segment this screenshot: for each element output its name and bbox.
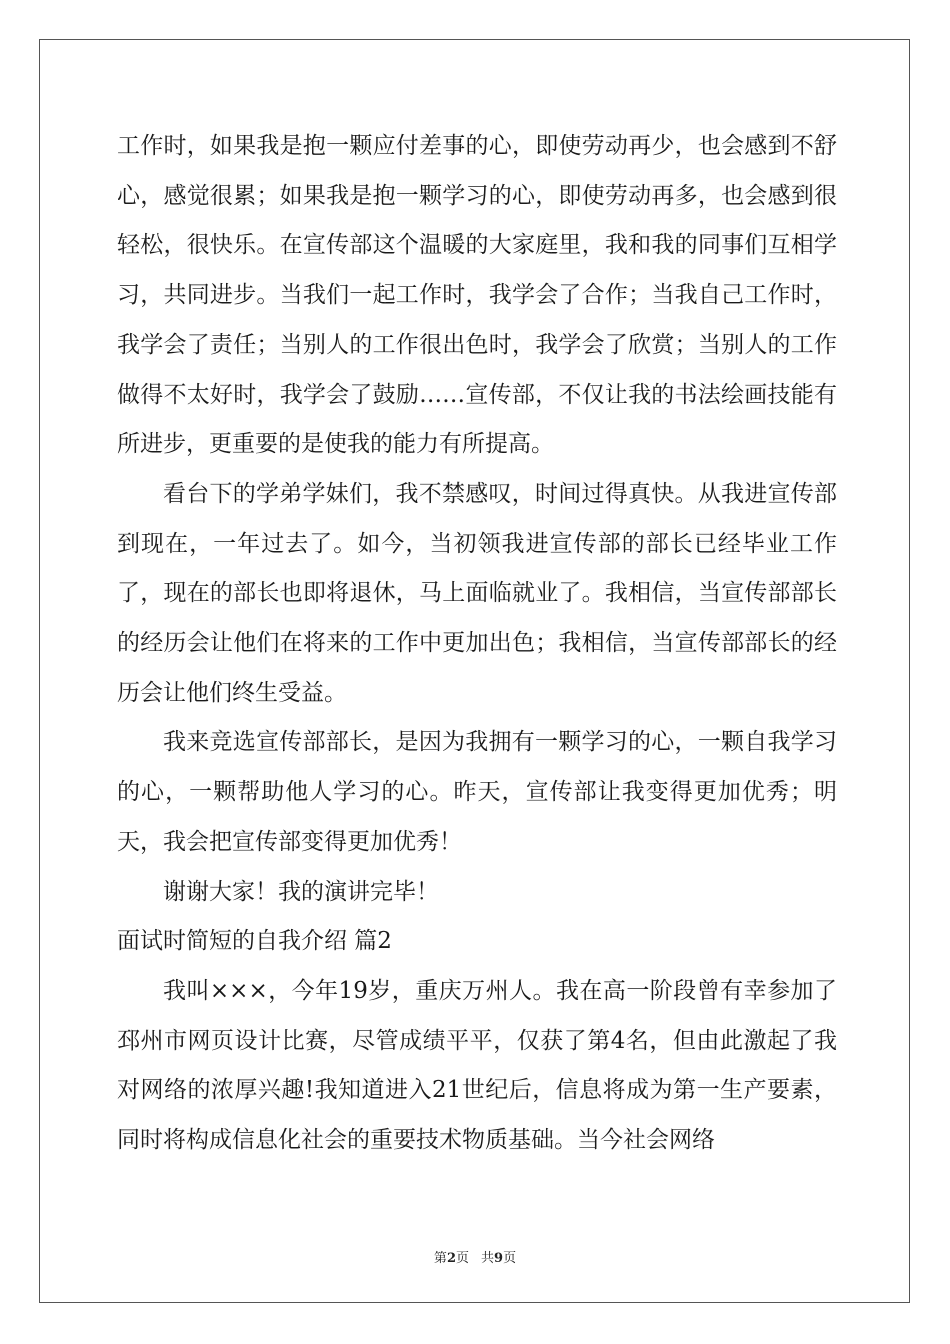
current-page-number: 2 — [446, 1251, 456, 1266]
paragraph: 我叫×××，今年19岁，重庆万州人。我在高一阶段曾有幸参加了邳州市网页设计比赛，尽管成绩平平，仅获了第4名，但由此激起了我对网络的浓厚兴趣!我知道进入21世纪后，信息将成为第一生产要素，同时将构成信息化社会的重要技术物质基础。当今社会网络 — [117, 977, 837, 1154]
page-suffix: 页 — [455, 1251, 469, 1266]
total-prefix: 共 — [481, 1251, 495, 1266]
paragraph: 我来竞选宣传部部长，是因为我拥有一颗学习的心，一颗自我学习的心，一颗帮助他人学习的心。昨天，宣传部让我变得更加优秀；明天，我会把宣传部变得更加优秀！ — [117, 729, 837, 855]
document-body — [117, 122, 837, 1166]
section-heading: 面试时简短的自我介绍 篇2 — [117, 928, 392, 955]
total-suffix: 页 — [503, 1251, 517, 1266]
total-page-count: 9 — [494, 1251, 504, 1266]
paragraph: 看台下的学弟学妹们，我不禁感叹，时间过得真快。从我进宣传部到现在，一年过去了。如今，当初领我进宣传部的部长已经毕业工作了，现在的部长也即将退休，马上面临就业了。我相信，当宣传部部长的经历会让他们在将来的工作中更加出色；我相信，当宣传部部长的经历会让他们终生受益。 — [117, 480, 837, 706]
page-prefix: 第 — [433, 1251, 447, 1266]
paragraph-continued: 工作时，如果我是抱一颗应付差事的心，即使劳动再少，也会感到不舒心，感觉很累；如果我是抱一颗学习的心，即使劳动再多，也会感到很轻松，很快乐。在宣传部这个温暖的大家庭里，我和我的同事们互相学习，共同进步。当我们一起工作时，我学会了合作；当我自己工作时，我学会了责任；当别人的工作很出色时，我学会了欣赏；当别人的工作做得不太好时，我学会了鼓励……宣传部，不仅让我的书法绘画技能有所进步，更重要的是使我的能力有所提高。 — [117, 133, 837, 458]
paragraph: 谢谢大家！我的演讲完毕！ — [163, 878, 439, 905]
page-footer — [0, 1247, 950, 1266]
